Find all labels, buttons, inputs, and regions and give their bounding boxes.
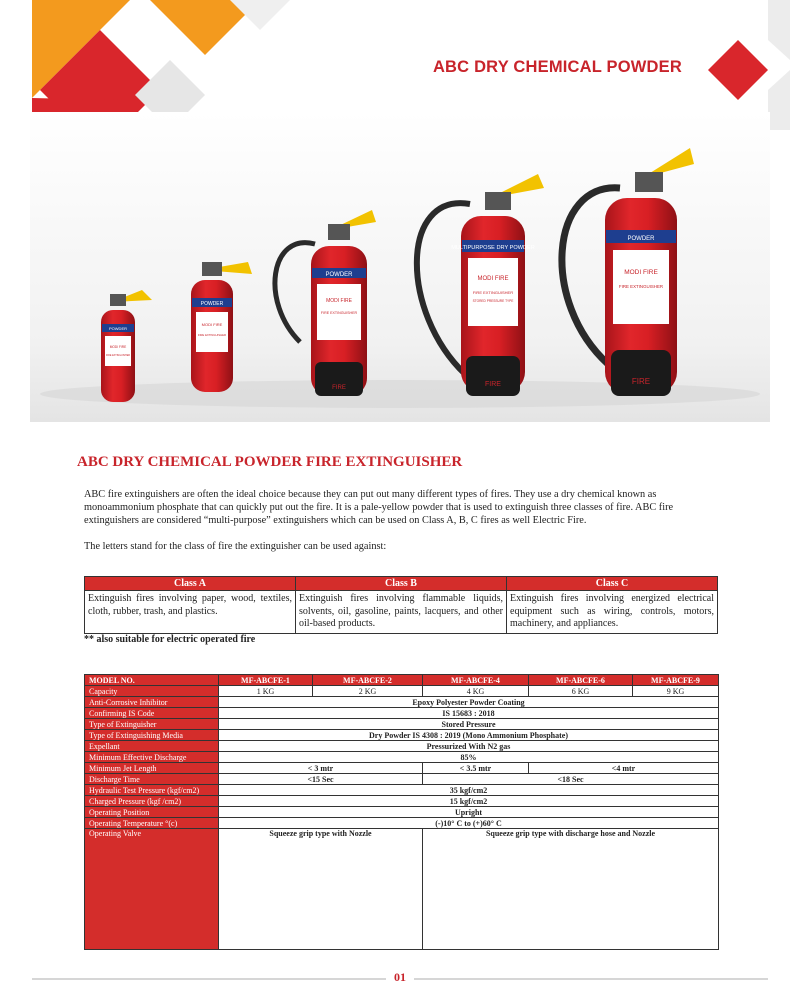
svg-text:POWDER: POWDER (200, 301, 224, 307)
class-b-header: Class B (296, 577, 507, 591)
svg-text:MODI FIRE: MODI FIRE (109, 345, 127, 349)
spec-value: IS 15683 : 2018 (219, 708, 719, 719)
row-label: Discharge Time (85, 774, 219, 785)
capacity-cell: 2 KG (313, 686, 423, 697)
svg-text:FIRE: FIRE (332, 385, 346, 391)
svg-text:MODI FIRE: MODI FIRE (326, 298, 352, 304)
row-label: Anti-Corrosive Inhibitor (85, 697, 219, 708)
table-row (85, 774, 719, 785)
spec-value: < 3 mtr (219, 763, 423, 774)
capacity-cell: 4 KG (423, 686, 529, 697)
table-row (85, 741, 719, 752)
table-row (85, 686, 719, 697)
page-number: 01 (386, 970, 414, 985)
spec-value: Epoxy Polyester Powder Coating (219, 697, 719, 708)
spec-value: Upright (219, 807, 719, 818)
spec-value: 35 kgf/cm2 (219, 785, 719, 796)
svg-text:MULTIPURPOSE DRY POWDER: MULTIPURPOSE DRY POWDER (451, 245, 535, 251)
class-c-header: Class C (507, 577, 718, 591)
spec-value: (-)10° C to (+)60° C (219, 818, 719, 829)
row-label: Operating Temperature °(c) (85, 818, 219, 829)
spec-value: <18 Sec (423, 774, 719, 785)
svg-text:FIRE EXTINGUISHER: FIRE EXTINGUISHER (197, 333, 227, 337)
row-label: Minimum Effective Discharge (85, 752, 219, 763)
spec-header-row (85, 675, 719, 686)
row-label: Hydraulic Test Pressure (kgf/cm2) (85, 785, 219, 796)
product-hero-image (30, 112, 770, 422)
letters-paragraph: The letters stand for the class of fire the extinguisher can be used against: (84, 541, 387, 552)
header-title: ABC DRY CHEMICAL POWDER (432, 58, 682, 76)
row-label: Confirming IS Code (85, 708, 219, 719)
spec-value: <15 Sec (219, 774, 423, 785)
row-label: Capacity (85, 686, 219, 697)
row-label: Type of Extinguisher (85, 719, 219, 730)
svg-text:FIRE EXTINGUISHER: FIRE EXTINGUISHER (320, 311, 358, 315)
class-a-description: Extinguish fires involving paper, wood, textiles, cloth, rubber, trash, and plastics. (85, 591, 296, 634)
svg-text:FIRE: FIRE (631, 377, 651, 386)
svg-text:MODI FIRE: MODI FIRE (201, 322, 223, 327)
spec-value: 85% (219, 752, 719, 763)
svg-text:POWDER: POWDER (627, 236, 655, 242)
spec-value: Pressurized With N2 gas (219, 741, 719, 752)
svg-text:MODI FIRE: MODI FIRE (624, 269, 658, 276)
table-row (85, 829, 719, 950)
svg-text:FIRE EXTINGUISHER: FIRE EXTINGUISHER (618, 284, 664, 289)
model-no-header: MODEL NO. (85, 675, 219, 686)
model-header: MF-ABCFE-9 (633, 675, 719, 686)
svg-text:POWDER: POWDER (325, 272, 353, 278)
spec-table (84, 674, 719, 950)
electric-note: ** also suitable for electric operated fire (84, 634, 256, 645)
svg-text:FIRE EXTINGUISHER: FIRE EXTINGUISHER (472, 290, 514, 295)
table-row (85, 785, 719, 796)
capacity-cell: 1 KG (219, 686, 313, 697)
row-label: Operating Valve (85, 829, 219, 950)
table-row (85, 796, 719, 807)
spec-value: <4 mtr (529, 763, 719, 774)
class-c-description: Extinguish fires involving energized electrical equipment such as wiring, controls, motors, machinery, and appliances. (507, 591, 718, 634)
row-label: Minimum Jet Length (85, 763, 219, 774)
svg-text:STORED PRESSURE TYPE: STORED PRESSURE TYPE (472, 299, 514, 303)
table-row (85, 807, 719, 818)
row-label: Expellant (85, 741, 219, 752)
model-header: MF-ABCFE-2 (313, 675, 423, 686)
fire-class-row (85, 591, 718, 634)
capacity-cell: 9 KG (633, 686, 719, 697)
row-label: Operating Position (85, 807, 219, 818)
table-row (85, 708, 719, 719)
fire-class-table (84, 576, 718, 634)
model-header: MF-ABCFE-1 (219, 675, 313, 686)
table-row (85, 752, 719, 763)
table-row (85, 730, 719, 741)
model-header: MF-ABCFE-4 (423, 675, 529, 686)
capacity-cell: 6 KG (529, 686, 633, 697)
model-header: MF-ABCFE-6 (529, 675, 633, 686)
table-row (85, 719, 719, 730)
spec-value: Squeeze grip type with Nozzle (219, 829, 423, 950)
spec-value: < 3.5 mtr (423, 763, 529, 774)
svg-text:FIRE: FIRE (485, 381, 501, 388)
svg-text:FIRE EXTINGUISHER: FIRE EXTINGUISHER (105, 354, 131, 357)
svg-text:POWDER: POWDER (109, 326, 127, 331)
svg-text:MODI FIRE: MODI FIRE (477, 276, 509, 282)
spec-value: 15 kgf/cm2 (219, 796, 719, 807)
table-row (85, 763, 719, 774)
spec-value: Squeeze grip type with discharge hose and Nozzle (423, 829, 719, 950)
row-label: Type of Extinguishing Media (85, 730, 219, 741)
row-label: Charged Pressure (kgf /cm2) (85, 796, 219, 807)
spec-value: Dry Powder IS 4308 : 2019 (Mono Ammonium Phosphate) (219, 730, 719, 741)
class-b-description: Extinguish fires involving flammable liquids, solvents, oil, gasoline, paints, lacquers, and other oil-based products. (296, 591, 507, 634)
fire-class-header-row (85, 577, 718, 591)
spec-value: Stored Pressure (219, 719, 719, 730)
class-a-header: Class A (85, 577, 296, 591)
intro-paragraph: ABC fire extinguishers are often the ideal choice because they can put out many different types of fires. They use a dry chemical known as monoammonium phosphate that can quickly put out the fire. It is a pale-yellow powder that is used to extinguish three classes of fire. ABC fire extinguishers are considered “multi-purpose” extinguishers which can be used on Class A, B, C fires as well Electric Fire. (84, 489, 674, 526)
table-row (85, 697, 719, 708)
table-row (85, 818, 719, 829)
section-title: ABC DRY CHEMICAL POWDER FIRE EXTINGUISHER (77, 454, 463, 470)
